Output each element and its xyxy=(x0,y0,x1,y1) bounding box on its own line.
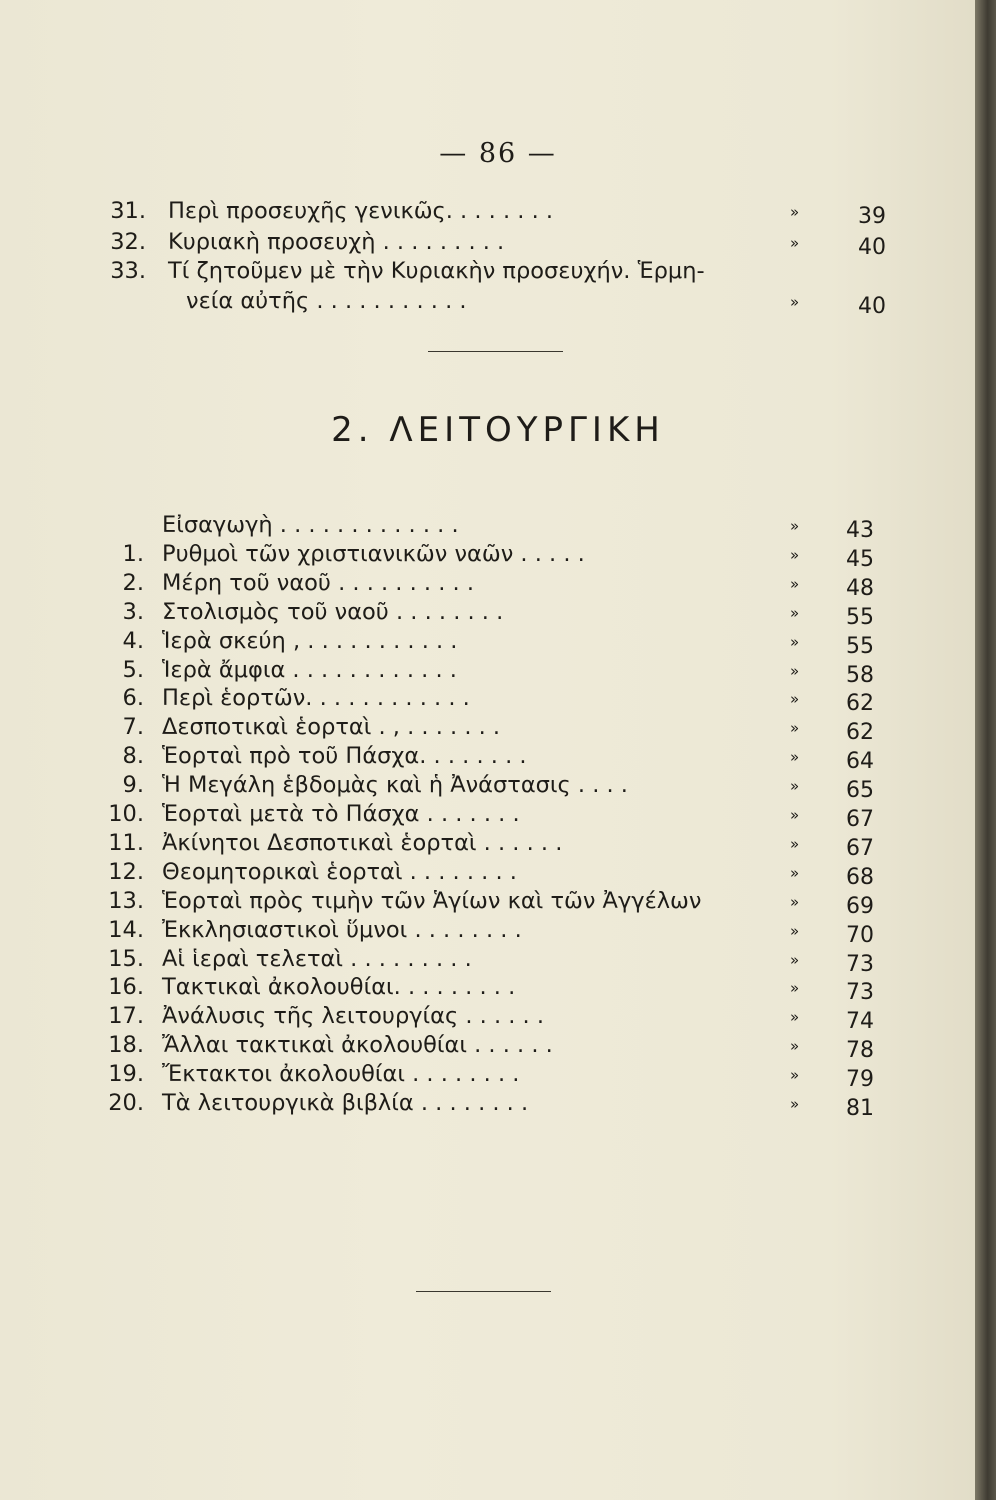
entry-title: Ἑορταὶ πρὸς τιμὴν τῶν Ἁγίων καὶ τῶν Ἀγγέλων xyxy=(162,888,702,914)
entry-number: 3. xyxy=(122,599,144,625)
entry-title: Ἱερὰ ἄμφια . . . . . . . . . . . . xyxy=(162,657,457,683)
entry-title: Κυριακὴ προσευχὴ . . . . . . . . . xyxy=(168,229,505,255)
entry-number: 12. xyxy=(108,859,144,885)
entry-title: Ἡ Μεγάλη ἑβδομὰς καὶ ἡ Ἀνάστασις . . . . xyxy=(162,772,628,798)
entry-title: Ἑορταὶ πρὸ τοῦ Πάσχα. . . . . . . . xyxy=(162,743,527,769)
page-number: — 86 — xyxy=(439,138,557,169)
ditto-mark: » xyxy=(790,633,800,651)
entry-page: 81 xyxy=(846,1096,874,1121)
entry-number: 17. xyxy=(108,1003,144,1029)
entry-number: 5. xyxy=(122,657,144,683)
entry-page: 67 xyxy=(846,836,874,861)
entry-title: Τὰ λειτουργικὰ βιβλία . . . . . . . . xyxy=(162,1090,529,1116)
entry-number: 6. xyxy=(122,685,144,711)
ditto-mark: » xyxy=(790,234,800,252)
ditto-mark: » xyxy=(790,604,800,622)
entry-number: 31. xyxy=(110,198,146,224)
divider xyxy=(428,351,563,352)
entry-number: 7. xyxy=(122,714,144,740)
ditto-mark: » xyxy=(790,893,800,911)
ditto-mark: » xyxy=(790,1066,800,1084)
entry-page: 64 xyxy=(846,749,874,774)
entry-page: 73 xyxy=(846,952,874,977)
ditto-mark: » xyxy=(790,835,800,853)
entry-page: 55 xyxy=(846,605,874,630)
ditto-mark: » xyxy=(790,719,800,737)
entry-number: 33. xyxy=(110,258,146,284)
book-edge xyxy=(975,0,996,1500)
entry-page: 62 xyxy=(846,720,874,745)
entry-number: 13. xyxy=(108,888,144,914)
entry-title: Ἀκίνητοι Δεσποτικαὶ ἑορταὶ . . . . . . xyxy=(162,830,563,856)
ditto-mark: » xyxy=(790,777,800,795)
entry-page: 39 xyxy=(858,204,886,229)
entry-page: 70 xyxy=(846,923,874,948)
entry-number: 2. xyxy=(122,570,144,596)
entry-number: 15. xyxy=(108,946,144,972)
entry-title: Ἄλλαι τακτικαὶ ἀκολουθίαι . . . . . . xyxy=(162,1032,553,1058)
ditto-mark: » xyxy=(790,979,800,997)
entry-title: Ἑορταὶ μετὰ τὸ Πάσχα . . . . . . . xyxy=(162,801,520,827)
entry-number: 18. xyxy=(108,1032,144,1058)
entry-title: Περὶ προσευχῆς γενικῶς. . . . . . . . xyxy=(168,198,554,224)
ditto-mark: » xyxy=(790,517,800,535)
ditto-mark: » xyxy=(790,864,800,882)
ditto-mark: » xyxy=(790,546,800,564)
entry-title: Ρυθμοὶ τῶν χριστιανικῶν ναῶν . . . . . xyxy=(162,541,585,567)
entry-page: 78 xyxy=(846,1038,874,1063)
entry-title: Δεσποτικαὶ ἑορταὶ . , . . . . . . . xyxy=(162,714,501,740)
entry-number: 11. xyxy=(108,830,144,856)
ditto-mark: » xyxy=(790,575,800,593)
ditto-mark: » xyxy=(790,922,800,940)
entry-title: Περὶ ἑορτῶν. . . . . . . . . . . . xyxy=(162,685,470,711)
ditto-mark: » xyxy=(790,1008,800,1026)
entry-page: 73 xyxy=(846,980,874,1005)
ditto-mark: » xyxy=(790,690,800,708)
ditto-mark: » xyxy=(790,1037,800,1055)
entry-title: Ἱερὰ σκεύη , . . . . . . . . . . . xyxy=(162,628,458,654)
entry-title: Ἐκκλησιαστικοὶ ὕμνοι . . . . . . . . xyxy=(162,917,522,943)
entry-number: 14. xyxy=(108,917,144,943)
entry-page: 48 xyxy=(846,576,874,601)
entry-number: 20. xyxy=(108,1090,144,1116)
entry-title: Εἰσαγωγὴ . . . . . . . . . . . . . xyxy=(162,512,459,538)
entry-page: 62 xyxy=(846,691,874,716)
entry-page: 40 xyxy=(858,235,886,260)
entry-page: 58 xyxy=(846,663,874,688)
entry-number: 1. xyxy=(122,541,144,567)
entry-title: Τακτικαὶ ἀκολουθίαι. . . . . . . . . xyxy=(162,974,516,1000)
ditto-mark: » xyxy=(790,951,800,969)
ditto-mark: » xyxy=(790,806,800,824)
entry-page: 79 xyxy=(846,1067,874,1092)
entry-page: 55 xyxy=(846,634,874,659)
entry-title-continuation: νεία αὐτῆς . . . . . . . . . . . xyxy=(186,288,467,314)
entry-number: 10. xyxy=(108,801,144,827)
ditto-mark: » xyxy=(790,293,800,311)
entry-number: 8. xyxy=(122,743,144,769)
entry-page: 67 xyxy=(846,807,874,832)
entry-title: Στολισμὸς τοῦ ναοῦ . . . . . . . . xyxy=(162,599,504,625)
ditto-mark: » xyxy=(790,1095,800,1113)
entry-title: Τί ζητοῦμεν μὲ τὴν Κυριακὴν προσευχήν. Ἑρμη- xyxy=(168,258,705,284)
divider xyxy=(416,1291,551,1292)
entry-number: 32. xyxy=(110,229,146,255)
entry-page: 74 xyxy=(846,1009,874,1034)
entry-page: 68 xyxy=(846,865,874,890)
entry-number: 16. xyxy=(108,974,144,1000)
ditto-mark: » xyxy=(790,748,800,766)
section-heading: 2. ΛΕΙΤΟΥΡΓΙΚΗ xyxy=(331,410,665,450)
entry-page: 43 xyxy=(846,518,874,543)
entry-title: Ἔκτακτοι ἀκολουθίαι . . . . . . . . xyxy=(162,1061,520,1087)
entry-title: Αἱ ἱεραὶ τελεταὶ . . . . . . . . . xyxy=(162,946,472,972)
entry-number: 19. xyxy=(108,1061,144,1087)
ditto-mark: » xyxy=(790,662,800,680)
entry-number: 4. xyxy=(122,628,144,654)
ditto-mark: » xyxy=(790,203,800,221)
entry-number: 9. xyxy=(122,772,144,798)
entry-page: 65 xyxy=(846,778,874,803)
entry-page: 40 xyxy=(858,294,886,319)
entry-page: 69 xyxy=(846,894,874,919)
entry-title: Μέρη τοῦ ναοῦ . . . . . . . . . . xyxy=(162,570,474,596)
entry-page: 45 xyxy=(846,547,874,572)
entry-title: Ἀνάλυσις τῆς λειτουργίας . . . . . . xyxy=(162,1003,545,1029)
entry-title: Θεομητορικαὶ ἑορταὶ . . . . . . . . xyxy=(162,859,517,885)
